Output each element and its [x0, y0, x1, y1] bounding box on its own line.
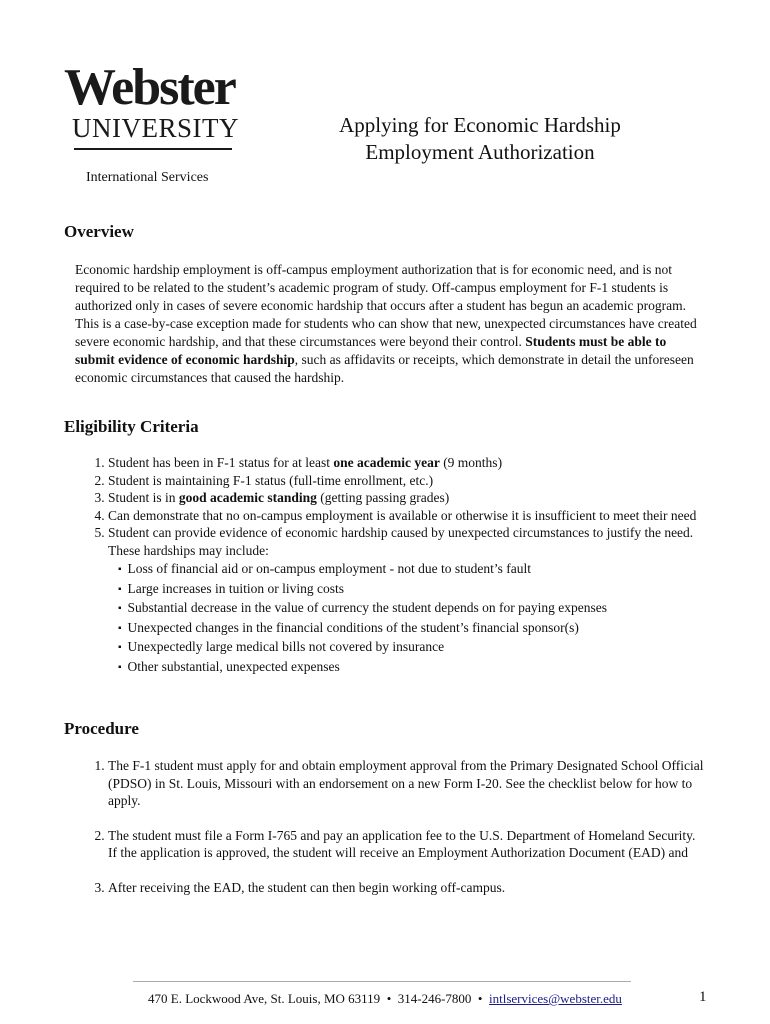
- procedure-step: 1. The F-1 student must apply for and obtain employment approval from the Primary Designated School Official (PDSO) in St. Louis, Missouri with an endorsement on a new Form I-20. See the checklist below for how to apply.: [108, 757, 704, 810]
- hardship-item: ▪ Other substantial, unexpected expenses: [118, 658, 704, 678]
- procedure-heading: Procedure: [64, 719, 139, 738]
- procedure-step: 3. After receiving the EAD, the student can then begin working off-campus.: [108, 879, 704, 897]
- overview-text-a: Economic hardship employment is off-campus employment authorization that is for economic need, and is not required to be related to the student’s academic program of study. Off-campus employment for F-1 students is authorized only in cases of severe economic hardship that occurs after a student has begun an academic program. This is a case-by-case exception made for students who can show that new, unexpected circumstances have created severe economic hardship, and that these circumstances were beyond their control.: [75, 262, 697, 349]
- hardship-item: ▪ Unexpectedly large medical bills not covered by insurance: [118, 638, 704, 658]
- eligibility-item-text: (9 months): [439, 455, 503, 470]
- procedure-step: 2. The student must file a Form I-765 and pay an application fee to the U.S. Department of Homeland Security. If the application is approved, the student will receive an Employment Authorization Document (EAD) and: [108, 827, 704, 862]
- logo-subtitle: UNIVERSITY: [72, 113, 239, 143]
- hardship-item: ▪ Large increases in tuition or living costs: [118, 580, 704, 600]
- footer: [148, 991, 622, 1007]
- footer-email-link[interactable]: intlservices@webster.edu: [488, 991, 622, 1006]
- hardship-item: ▪ Unexpected changes in the financial conditions of the student’s financial sponsor(s): [118, 619, 704, 639]
- logo-wordmark: Webster: [64, 59, 235, 116]
- eligibility-item: [108, 489, 704, 507]
- eligibility-item-text: Student is in: [108, 490, 179, 505]
- footer-rule: [133, 981, 631, 982]
- eligibility-item-bold: one academic year: [333, 455, 440, 470]
- overview-heading: Overview: [64, 222, 134, 241]
- eligibility-item-bold: good academic standing: [178, 490, 317, 505]
- eligibility-list: [74, 454, 704, 677]
- overview-text-bold: Students must be able to submit evidence of economic hardship: [75, 334, 667, 367]
- unit-name: International Services: [86, 170, 209, 185]
- eligibility-item: [108, 524, 704, 677]
- document-title: [300, 112, 660, 166]
- title-line-1: Applying for Economic Hardship: [339, 113, 621, 137]
- footer-separator: •: [477, 991, 483, 1006]
- procedure-list: [74, 757, 704, 913]
- page-number: 1: [699, 989, 707, 1005]
- eligibility-item-text: Student can provide evidence of economic hardship caused by unexpected circumstances to justify the need. These hardships may include:: [108, 525, 694, 558]
- webster-university-logo: [64, 59, 244, 150]
- footer-phone: 314-246-7800: [397, 991, 472, 1006]
- eligibility-item-text: Student has been in F-1 status for at least: [108, 455, 334, 470]
- eligibility-item-text: (getting passing grades): [316, 490, 450, 505]
- eligibility-item: [108, 454, 704, 472]
- title-line-2: Employment Authorization: [365, 140, 595, 164]
- eligibility-item: 2. Student is maintaining F-1 status (full-time enrollment, etc.): [108, 472, 704, 490]
- overview-paragraph: [75, 261, 707, 387]
- logo-rule: [74, 148, 232, 150]
- eligibility-heading: Eligibility Criteria: [64, 417, 199, 436]
- hardship-item: ▪ Loss of financial aid or on-campus employment - not due to student’s fault: [118, 560, 704, 580]
- hardship-list: [108, 560, 704, 677]
- overview-text-b: , such as affidavits or receipts, which demonstrate in detail the unforeseen economic circumstances that caused the hardship.: [75, 352, 694, 385]
- hardship-item: ▪ Substantial decrease in the value of currency the student depends on for paying expenses: [118, 599, 704, 619]
- footer-address: 470 E. Lockwood Ave, St. Louis, MO 63119: [148, 991, 381, 1006]
- footer-separator: •: [386, 991, 392, 1006]
- eligibility-item: 4. Can demonstrate that no on-campus employment is available or otherwise it is insufficient to meet their need: [108, 507, 704, 525]
